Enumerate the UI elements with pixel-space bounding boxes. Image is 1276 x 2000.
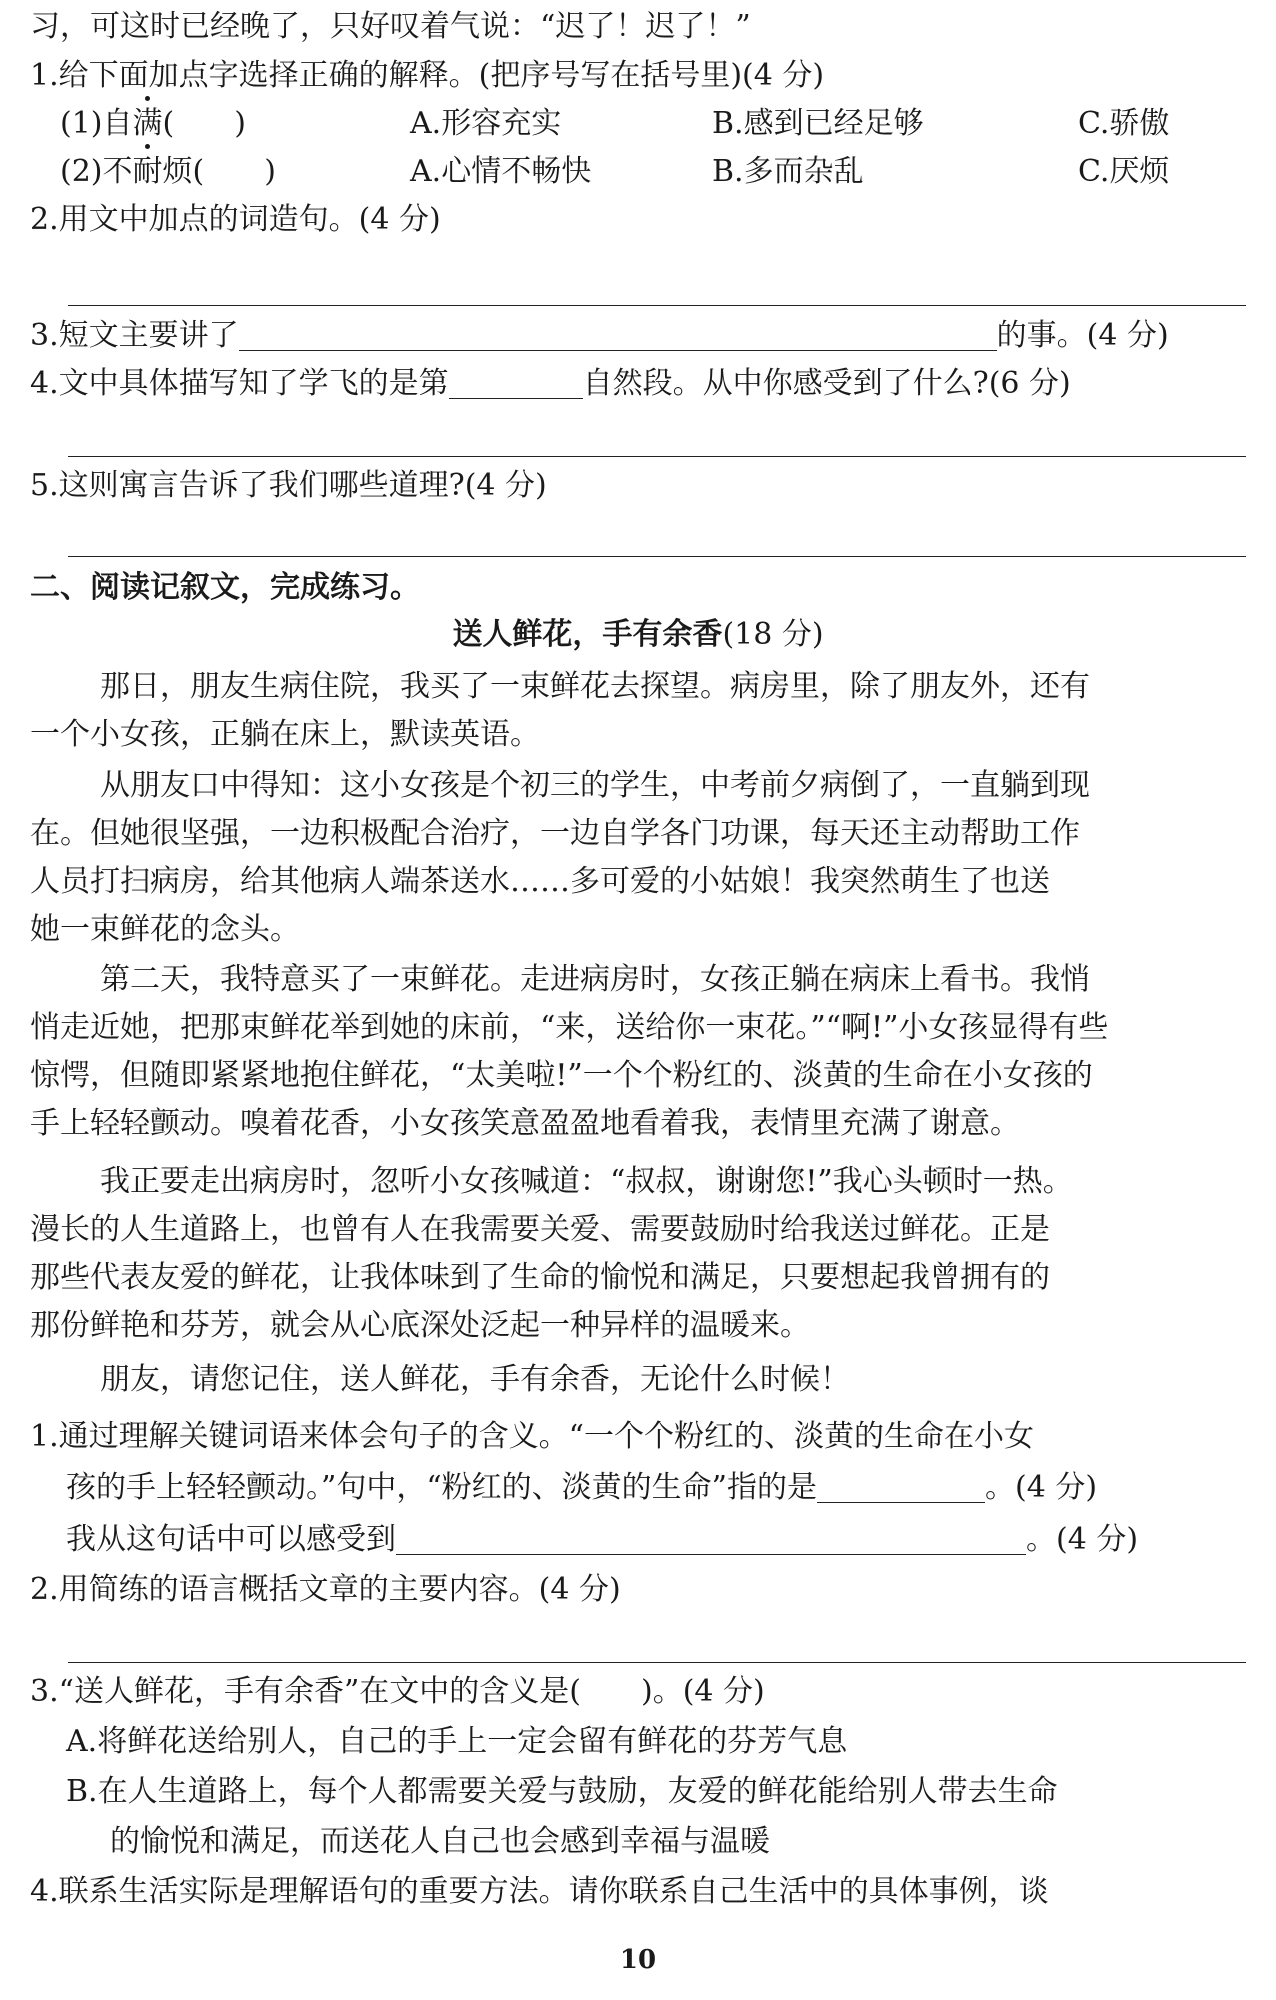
q4-suffix: 自然段。从中你感受到了什么?(6 分) xyxy=(582,366,1071,401)
paragraph-line: 人员打扫病房，给其他病人端茶送水……多可爱的小姑娘！我突然萌生了也送 xyxy=(30,864,1050,899)
answer-paren: ( ) xyxy=(192,154,276,189)
option-row-2 xyxy=(60,150,276,194)
option-c: C.厌烦 xyxy=(1078,154,1170,189)
question-1-2: 2.用文中加点的词造句。(4 分) xyxy=(30,202,441,237)
q4-prefix: 4.文中具体描写知了学飞的是第 xyxy=(30,366,449,401)
question-1-3 xyxy=(30,314,1169,358)
answer-line xyxy=(68,456,1246,457)
q1-line2-prefix: 孩的手上轻轻颤动。”句中，“粉红的、淡黄的生命”指的是 xyxy=(66,1470,818,1505)
paragraph-line: 在。但她很坚强，一边积极配合治疗，一边自学各门功课，每天还主动帮助工作 xyxy=(30,816,1080,851)
item-number: (2) xyxy=(60,154,103,189)
paragraph-line: 惊愕，但随即紧紧地抱住鲜花，“太美啦!”一个个粉红的、淡黄的生命在小女孩的 xyxy=(30,1058,1093,1093)
article-title: 送人鲜花，手有余香 xyxy=(452,617,723,652)
item-number: (1) xyxy=(60,106,103,141)
option-b-cont: 的愉悦和满足，而送花人自己也会感到幸福与温暖 xyxy=(110,1824,770,1859)
answer-line xyxy=(68,1662,1246,1663)
paragraph-line: 漫长的人生道路上，也曾有人在我需要关爱、需要鼓励时给我送过鲜花。正是 xyxy=(30,1212,1050,1247)
q3-prefix: 3.短文主要讲了 xyxy=(30,318,239,353)
q1-line3-suffix: 。(4 分) xyxy=(1026,1522,1139,1557)
paragraph-line: 一个小女孩，正躺在床上，默读英语。 xyxy=(30,717,540,752)
option-a: A.形容充实 xyxy=(410,106,562,141)
fill-blank xyxy=(817,1470,985,1503)
paragraph-line: 第二天，我特意买了一束鲜花。走进病房时，女孩正躺在病床上看书。我悄 xyxy=(100,962,1090,997)
fill-blank xyxy=(396,1522,1026,1555)
question-2-1: 1.通过理解关键词语来体会句子的含义。“一个个粉红的、淡黄的生命在小女 xyxy=(30,1419,1034,1454)
question-2-2: 2.用简练的语言概括文章的主要内容。(4 分) xyxy=(30,1572,621,1607)
option-a: A.将鲜花送给别人，自己的手上一定会留有鲜花的芬芳气息 xyxy=(66,1724,848,1759)
paragraph-line: 我正要走出病房时，忽听小女孩喊道：“叔叔，谢谢您!”我心头顿时一热。 xyxy=(100,1164,1073,1199)
paragraph-line: 那日，朋友生病住院，我买了一束鲜花去探望。病房里，除了朋友外，还有 xyxy=(100,669,1090,704)
carry-over-line: 习，可这时已经晚了，只好叹着气说：“迟了！迟了！” xyxy=(30,9,751,44)
q3-suffix: 的事。(4 分) xyxy=(996,318,1169,353)
paragraph-line: 她一束鲜花的念头。 xyxy=(30,912,300,947)
paragraph-line: 手上轻轻颤动。嗅着花香，小女孩笑意盈盈地看着我，表情里充满了谢意。 xyxy=(30,1106,1020,1141)
paragraph-line: 那些代表友爱的鲜花，让我体味到了生命的愉悦和满足，只要想起我曾拥有的 xyxy=(30,1260,1050,1295)
option-a: A.心情不畅快 xyxy=(410,154,592,189)
fill-blank xyxy=(239,318,997,351)
question-1-1: 1.给下面加点字选择正确的解释。(把序号写在括号里)(4 分) xyxy=(30,58,825,93)
dotted-char: 满 xyxy=(133,102,163,146)
section-heading: 二、阅读记叙文，完成练习。 xyxy=(30,570,420,605)
option-row-1 xyxy=(60,102,246,146)
article-score: (18 分) xyxy=(722,617,824,652)
paragraph-line: 那份鲜艳和芬芳，就会从心底深处泛起一种异样的温暖来。 xyxy=(30,1308,810,1343)
question-2-1-cont xyxy=(66,1466,1097,1510)
q1-line2-suffix: 。(4 分) xyxy=(985,1470,1098,1505)
question-2-1-feel xyxy=(66,1518,1138,1562)
answer-paren: ( ) xyxy=(162,106,246,141)
question-1-4 xyxy=(30,362,1071,406)
question-1-5: 5.这则寓言告诉了我们哪些道理?(4 分) xyxy=(30,468,547,503)
article-title-line xyxy=(0,613,1276,657)
paragraph-line: 从朋友口中得知：这小女孩是个初三的学生，中考前夕病倒了，一直躺到现 xyxy=(100,768,1090,803)
q1-line3-prefix: 我从这句话中可以感受到 xyxy=(66,1522,396,1557)
answer-line xyxy=(68,305,1246,306)
word-post: 烦 xyxy=(162,154,193,189)
dotted-char: 耐 xyxy=(133,150,163,194)
word-pre: 不 xyxy=(102,154,133,189)
paragraph-line: 悄走近她，把那束鲜花举到她的床前，“来，送给你一束花。”“啊!”小女孩显得有些 xyxy=(30,1010,1109,1045)
page-number: 10 xyxy=(619,1945,657,1975)
option-b: B.多而杂乱 xyxy=(712,154,864,189)
paragraph-line: 朋友，请您记住，送人鲜花，手有余香，无论什么时候！ xyxy=(100,1362,850,1397)
option-c: C.骄傲 xyxy=(1078,106,1170,141)
answer-line xyxy=(68,556,1246,557)
word-pre: 自 xyxy=(102,106,133,141)
question-2-3: 3.“送人鲜花，手有余香”在文中的含义是( )。(4 分) xyxy=(30,1674,765,1709)
question-2-4: 4.联系生活实际是理解语句的重要方法。请你联系自己生活中的具体事例，谈 xyxy=(30,1874,1049,1909)
fill-blank xyxy=(449,366,583,399)
option-b: B.在人生道路上，每个人都需要关爱与鼓励，友爱的鲜花能给别人带去生命 xyxy=(66,1774,1058,1809)
option-b: B.感到已经足够 xyxy=(712,106,924,141)
